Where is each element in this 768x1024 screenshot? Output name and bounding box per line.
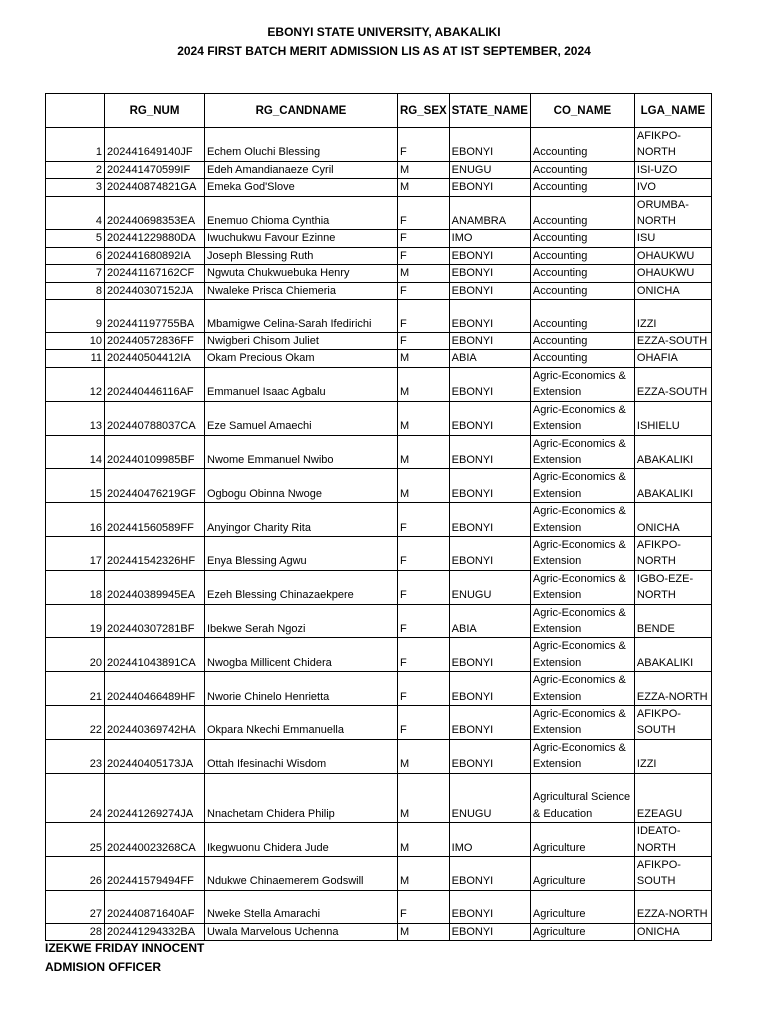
cell-course: Agric-Economics & Extension (530, 706, 634, 740)
cell-candname: Okam Precious Okam (205, 350, 398, 367)
cell-course: Accounting (530, 333, 634, 350)
table-row (46, 823, 712, 857)
cell-rg-num: 202440446116AF (105, 367, 205, 401)
cell-rg-num: 202440307152JA (105, 282, 205, 299)
cell-rg-num: 202441560589FF (105, 503, 205, 537)
table-row (46, 773, 712, 823)
table-row (46, 856, 712, 890)
cell-state: EBONYI (449, 282, 530, 299)
cell-sex: M (398, 923, 450, 940)
cell-lga: EZZA-NORTH (634, 890, 711, 923)
cell-rg-num: 202441579494FF (105, 856, 205, 890)
cell-sex: M (398, 856, 450, 890)
cell-state: EBONYI (449, 469, 530, 503)
cell-candname: Ndukwe Chinaemerem Godswill (205, 856, 398, 890)
cell-sn: 21 (46, 672, 105, 706)
col-header-rg-sex: RG_SEX (398, 94, 450, 128)
cell-course: Agric-Economics & Extension (530, 469, 634, 503)
cell-candname: Iwuchukwu Favour Ezinne (205, 230, 398, 247)
table-row (46, 604, 712, 638)
cell-state: IMO (449, 823, 530, 857)
cell-course: Accounting (530, 265, 634, 282)
cell-lga: IVO (634, 179, 711, 196)
cell-candname: Nweke Stella Amarachi (205, 890, 398, 923)
cell-candname: Nworie Chinelo Henrietta (205, 672, 398, 706)
cell-state: EBONYI (449, 890, 530, 923)
cell-lga: AFIKPO-SOUTH (634, 856, 711, 890)
table-row (46, 536, 712, 570)
cell-lga: ABAKALIKI (634, 469, 711, 503)
cell-course: Agric-Economics & Extension (530, 503, 634, 537)
cell-state: EBONYI (449, 367, 530, 401)
table-row (46, 247, 712, 264)
cell-rg-num: 202440871640AF (105, 890, 205, 923)
cell-state: EBONYI (449, 923, 530, 940)
cell-lga: EZEAGU (634, 773, 711, 823)
cell-course: Agricultural Science & Education (530, 773, 634, 823)
cell-rg-num: 202440307281BF (105, 604, 205, 638)
cell-candname: Nwaleke Prisca Chiemeria (205, 282, 398, 299)
cell-sex: M (398, 823, 450, 857)
cell-course: Accounting (530, 128, 634, 162)
cell-sex: M (398, 179, 450, 196)
cell-state: ENUGU (449, 161, 530, 178)
table-row (46, 503, 712, 537)
table-row (46, 638, 712, 672)
cell-sn: 17 (46, 536, 105, 570)
cell-sex: M (398, 773, 450, 823)
cell-candname: Ngwuta Chukwuebuka Henry (205, 265, 398, 282)
officer-name: IZEKWE FRIDAY INNOCENT (45, 941, 205, 955)
cell-sn: 8 (46, 282, 105, 299)
cell-course: Accounting (530, 247, 634, 264)
cell-candname: Ogbogu Obinna Nwoge (205, 469, 398, 503)
cell-sn: 2 (46, 161, 105, 178)
cell-lga: IGBO-EZE-NORTH (634, 570, 711, 604)
cell-rg-num: 202440476219GF (105, 469, 205, 503)
cell-candname: Emmanuel Isaac Agbalu (205, 367, 398, 401)
cell-lga: EZZA-SOUTH (634, 367, 711, 401)
cell-state: EBONYI (449, 128, 530, 162)
cell-state: IMO (449, 230, 530, 247)
cell-rg-num: 202440788037CA (105, 401, 205, 435)
cell-sn: 1 (46, 128, 105, 162)
cell-sn: 20 (46, 638, 105, 672)
cell-course: Agric-Economics & Extension (530, 672, 634, 706)
cell-state: EBONYI (449, 333, 530, 350)
cell-course: Agriculture (530, 890, 634, 923)
cell-rg-num: 202440023268CA (105, 823, 205, 857)
table-header-row (46, 94, 712, 128)
cell-state: EBONYI (449, 706, 530, 740)
cell-lga: ONICHA (634, 923, 711, 940)
cell-sex: F (398, 638, 450, 672)
table-row (46, 672, 712, 706)
cell-lga: ORUMBA-NORTH (634, 196, 711, 230)
cell-rg-num: 202440698353EA (105, 196, 205, 230)
cell-candname: Eze Samuel Amaechi (205, 401, 398, 435)
cell-sn: 23 (46, 739, 105, 773)
cell-lga: ABAKALIKI (634, 638, 711, 672)
cell-course: Agriculture (530, 823, 634, 857)
cell-state: EBONYI (449, 672, 530, 706)
cell-sn: 5 (46, 230, 105, 247)
cell-rg-num: 202440389945EA (105, 570, 205, 604)
cell-sex: F (398, 282, 450, 299)
cell-sex: F (398, 604, 450, 638)
cell-rg-num: 202440504412IA (105, 350, 205, 367)
cell-sn: 19 (46, 604, 105, 638)
cell-course: Agric-Economics & Extension (530, 570, 634, 604)
cell-sn: 11 (46, 350, 105, 367)
cell-course: Accounting (530, 350, 634, 367)
cell-sex: F (398, 706, 450, 740)
cell-sn: 12 (46, 367, 105, 401)
cell-rg-num: 202441649140JF (105, 128, 205, 162)
cell-rg-num: 202441043891CA (105, 638, 205, 672)
cell-sex: M (398, 161, 450, 178)
cell-candname: Uwala Marvelous Uchenna (205, 923, 398, 940)
table-row (46, 333, 712, 350)
cell-lga: ISI-UZO (634, 161, 711, 178)
cell-lga: ISHIELU (634, 401, 711, 435)
cell-rg-num: 202441167162CF (105, 265, 205, 282)
table-row (46, 435, 712, 469)
cell-sn: 6 (46, 247, 105, 264)
cell-state: EBONYI (449, 300, 530, 333)
cell-rg-num: 202441294332BA (105, 923, 205, 940)
cell-candname: Echem Oluchi Blessing (205, 128, 398, 162)
cell-candname: Ottah Ifesinachi Wisdom (205, 739, 398, 773)
table-row (46, 282, 712, 299)
cell-candname: Emeka God'Slove (205, 179, 398, 196)
cell-rg-num: 202441197755BA (105, 300, 205, 333)
cell-sn: 28 (46, 923, 105, 940)
table-row (46, 401, 712, 435)
cell-sn: 18 (46, 570, 105, 604)
cell-lga: AFIKPO-NORTH (634, 128, 711, 162)
table-row (46, 367, 712, 401)
cell-state: ANAMBRA (449, 196, 530, 230)
cell-sn: 4 (46, 196, 105, 230)
cell-sn: 26 (46, 856, 105, 890)
cell-sn: 10 (46, 333, 105, 350)
cell-lga: ABAKALIKI (634, 435, 711, 469)
cell-sex: M (398, 367, 450, 401)
cell-sex: F (398, 536, 450, 570)
cell-sex: M (398, 739, 450, 773)
table-row (46, 706, 712, 740)
cell-lga: IZZI (634, 739, 711, 773)
cell-rg-num: 202441269274JA (105, 773, 205, 823)
cell-sex: F (398, 890, 450, 923)
table-row (46, 179, 712, 196)
cell-state: EBONYI (449, 401, 530, 435)
cell-rg-num: 202441470599IF (105, 161, 205, 178)
table-row (46, 739, 712, 773)
table-row (46, 161, 712, 178)
cell-course: Agriculture (530, 923, 634, 940)
cell-state: ENUGU (449, 570, 530, 604)
cell-lga: AFIKPO-NORTH (634, 536, 711, 570)
cell-sn: 15 (46, 469, 105, 503)
cell-candname: Joseph Blessing Ruth (205, 247, 398, 264)
cell-candname: Enemuo Chioma Cynthia (205, 196, 398, 230)
cell-sex: F (398, 128, 450, 162)
cell-candname: Enya Blessing Agwu (205, 536, 398, 570)
table-row (46, 300, 712, 333)
cell-sn: 25 (46, 823, 105, 857)
cell-lga: EZZA-NORTH (634, 672, 711, 706)
cell-sex: F (398, 247, 450, 264)
cell-course: Accounting (530, 230, 634, 247)
cell-lga: IDEATO-NORTH (634, 823, 711, 857)
cell-course: Accounting (530, 282, 634, 299)
cell-sn: 24 (46, 773, 105, 823)
cell-sn: 16 (46, 503, 105, 537)
university-title: EBONYI STATE UNIVERSITY, ABAKALIKI (267, 25, 501, 39)
cell-lga: OHAUKWU (634, 247, 711, 264)
cell-course: Accounting (530, 179, 634, 196)
cell-sex: M (398, 469, 450, 503)
table-row (46, 923, 712, 940)
cell-lga: ONICHA (634, 282, 711, 299)
cell-course: Agric-Economics & Extension (530, 536, 634, 570)
table-row (46, 469, 712, 503)
cell-candname: Anyingor Charity Rita (205, 503, 398, 537)
table-row (46, 890, 712, 923)
cell-state: EBONYI (449, 179, 530, 196)
cell-course: Agriculture (530, 856, 634, 890)
cell-lga: IZZI (634, 300, 711, 333)
admission-table (45, 93, 712, 941)
cell-rg-num: 202440109985BF (105, 435, 205, 469)
cell-sn: 27 (46, 890, 105, 923)
cell-candname: Okpara Nkechi Emmanuella (205, 706, 398, 740)
table-row (46, 230, 712, 247)
cell-lga: AFIKPO-SOUTH (634, 706, 711, 740)
cell-rg-num: 202440572836FF (105, 333, 205, 350)
cell-lga: ISU (634, 230, 711, 247)
cell-state: ENUGU (449, 773, 530, 823)
cell-candname: Nnachetam Chidera Philip (205, 773, 398, 823)
cell-sex: F (398, 570, 450, 604)
list-title: 2024 FIRST BATCH MERIT ADMISSION LIS AS AT IST SEPTEMBER, 2024 (177, 44, 591, 58)
cell-sex: F (398, 672, 450, 706)
cell-candname: Nwome Emmanuel Nwibo (205, 435, 398, 469)
cell-course: Accounting (530, 161, 634, 178)
cell-course: Agric-Economics & Extension (530, 367, 634, 401)
cell-state: EBONYI (449, 435, 530, 469)
cell-sex: F (398, 300, 450, 333)
cell-sex: F (398, 230, 450, 247)
cell-candname: Ibekwe Serah Ngozi (205, 604, 398, 638)
cell-lga: BENDE (634, 604, 711, 638)
cell-rg-num: 202440405173JA (105, 739, 205, 773)
cell-rg-num: 202440369742HA (105, 706, 205, 740)
cell-sn: 14 (46, 435, 105, 469)
cell-rg-num: 202440874821GA (105, 179, 205, 196)
cell-rg-num: 202441229880DA (105, 230, 205, 247)
cell-candname: Nwogba Millicent Chidera (205, 638, 398, 672)
cell-candname: Edeh Amandianaeze Cyril (205, 161, 398, 178)
cell-sex: M (398, 265, 450, 282)
cell-lga: OHAFIA (634, 350, 711, 367)
cell-candname: Ikegwuonu Chidera Jude (205, 823, 398, 857)
cell-sn: 7 (46, 265, 105, 282)
cell-course: Accounting (530, 300, 634, 333)
cell-course: Agric-Economics & Extension (530, 604, 634, 638)
cell-rg-num: 202440466489HF (105, 672, 205, 706)
cell-sn: 13 (46, 401, 105, 435)
cell-sn: 3 (46, 179, 105, 196)
cell-candname: Mbamigwe Celina-Sarah Ifedirichi (205, 300, 398, 333)
cell-sex: M (398, 401, 450, 435)
cell-state: EBONYI (449, 739, 530, 773)
cell-sn: 22 (46, 706, 105, 740)
col-header-co-name: CO_NAME (530, 94, 634, 128)
cell-sex: F (398, 196, 450, 230)
table-row (46, 265, 712, 282)
col-header-rg-candname: RG_CANDNAME (205, 94, 398, 128)
cell-rg-num: 202441680892IA (105, 247, 205, 264)
cell-lga: OHAUKWU (634, 265, 711, 282)
col-header-rg-num: RG_NUM (105, 94, 205, 128)
cell-sex: F (398, 333, 450, 350)
col-header-state-name: STATE_NAME (449, 94, 530, 128)
cell-candname: Nwigberi Chisom Juliet (205, 333, 398, 350)
cell-rg-num: 202441542326HF (105, 536, 205, 570)
table-row (46, 350, 712, 367)
table-row (46, 570, 712, 604)
cell-state: ABIA (449, 604, 530, 638)
cell-sex: M (398, 350, 450, 367)
cell-course: Accounting (530, 196, 634, 230)
cell-course: Agric-Economics & Extension (530, 638, 634, 672)
cell-candname: Ezeh Blessing Chinazaekpere (205, 570, 398, 604)
cell-course: Agric-Economics & Extension (530, 435, 634, 469)
cell-state: ABIA (449, 350, 530, 367)
cell-sex: F (398, 503, 450, 537)
col-header-lga-name: LGA_NAME (634, 94, 711, 128)
cell-course: Agric-Economics & Extension (530, 401, 634, 435)
officer-title: ADMISION OFFICER (45, 960, 161, 974)
table-row (46, 196, 712, 230)
cell-state: EBONYI (449, 536, 530, 570)
cell-course: Agric-Economics & Extension (530, 739, 634, 773)
col-header-sn (46, 94, 105, 128)
cell-state: EBONYI (449, 247, 530, 264)
cell-sn: 9 (46, 300, 105, 333)
cell-state: EBONYI (449, 856, 530, 890)
cell-state: EBONYI (449, 265, 530, 282)
cell-state: EBONYI (449, 503, 530, 537)
table-row (46, 128, 712, 162)
cell-state: EBONYI (449, 638, 530, 672)
cell-lga: EZZA-SOUTH (634, 333, 711, 350)
cell-sex: M (398, 435, 450, 469)
cell-lga: ONICHA (634, 503, 711, 537)
